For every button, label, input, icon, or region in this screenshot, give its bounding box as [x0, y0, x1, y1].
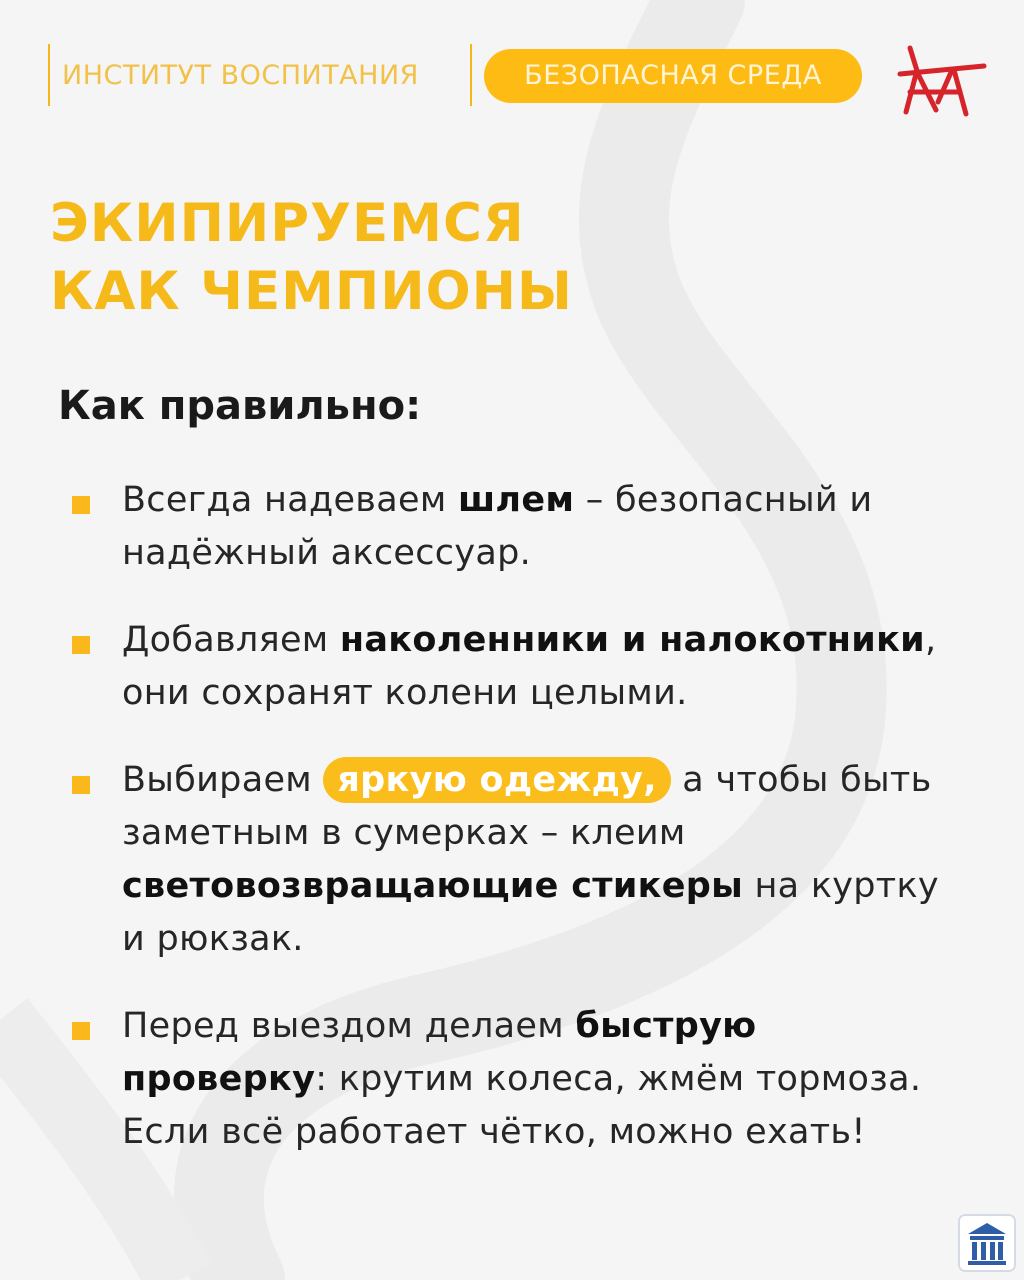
text-plain: Перед выездом делаем — [122, 1006, 576, 1046]
text-plain: Всегда надеваем — [122, 480, 458, 520]
highlight-badge: яркую одежду, — [323, 757, 670, 803]
institute-name: ИНСТИТУТ ВОСПИТАНИЯ — [62, 60, 419, 91]
section-subtitle: Как правильно: — [58, 383, 422, 429]
text-plain: , они сохранят колени целыми. — [122, 620, 937, 713]
bullet-square-icon — [72, 776, 90, 794]
header-divider-middle — [470, 44, 472, 106]
text-plain: на куртку и рюкзак. — [122, 866, 939, 959]
text-bold: наколенники и налокотники — [339, 620, 925, 660]
list-item-text — [122, 1000, 972, 1159]
text-bold: шлем — [457, 480, 575, 520]
text-plain: – безопасный и надёжный аксессуар. — [122, 480, 873, 573]
text-plain: Выбираем — [122, 760, 324, 800]
list-item — [72, 1000, 972, 1159]
list-item-text — [122, 754, 972, 966]
text-plain: а чтобы быть заметным в сумерках – клеим — [122, 760, 932, 853]
text-bold: быструю проверку — [122, 1006, 757, 1099]
list-item-text — [122, 474, 972, 580]
bullet-square-icon — [72, 1022, 90, 1040]
institution-logo-icon — [958, 1214, 1016, 1272]
bullet-square-icon — [72, 496, 90, 514]
tips-list — [72, 474, 972, 1193]
category-badge: БЕЗОПАСНАЯ СРЕДА — [484, 49, 862, 103]
page-title — [50, 190, 573, 326]
text-bold: световозвращающие стикеры — [122, 866, 744, 906]
header-divider-left — [48, 44, 50, 106]
chair-icon — [896, 40, 988, 118]
list-item — [72, 474, 972, 580]
bullet-square-icon — [72, 636, 90, 654]
list-item — [72, 614, 972, 720]
text-plain: : крутим колеса, жмём тормоза. Если всё работает чётко, можно ехать! — [122, 1059, 922, 1152]
text-plain: Добавляем — [122, 620, 340, 660]
header — [0, 0, 1024, 140]
list-item-text — [122, 614, 972, 720]
list-item — [72, 754, 972, 966]
title-line-2: КАК ЧЕМПИОНЫ — [50, 261, 573, 322]
title-line-1: ЭКИПИРУЕМСЯ — [50, 193, 525, 254]
